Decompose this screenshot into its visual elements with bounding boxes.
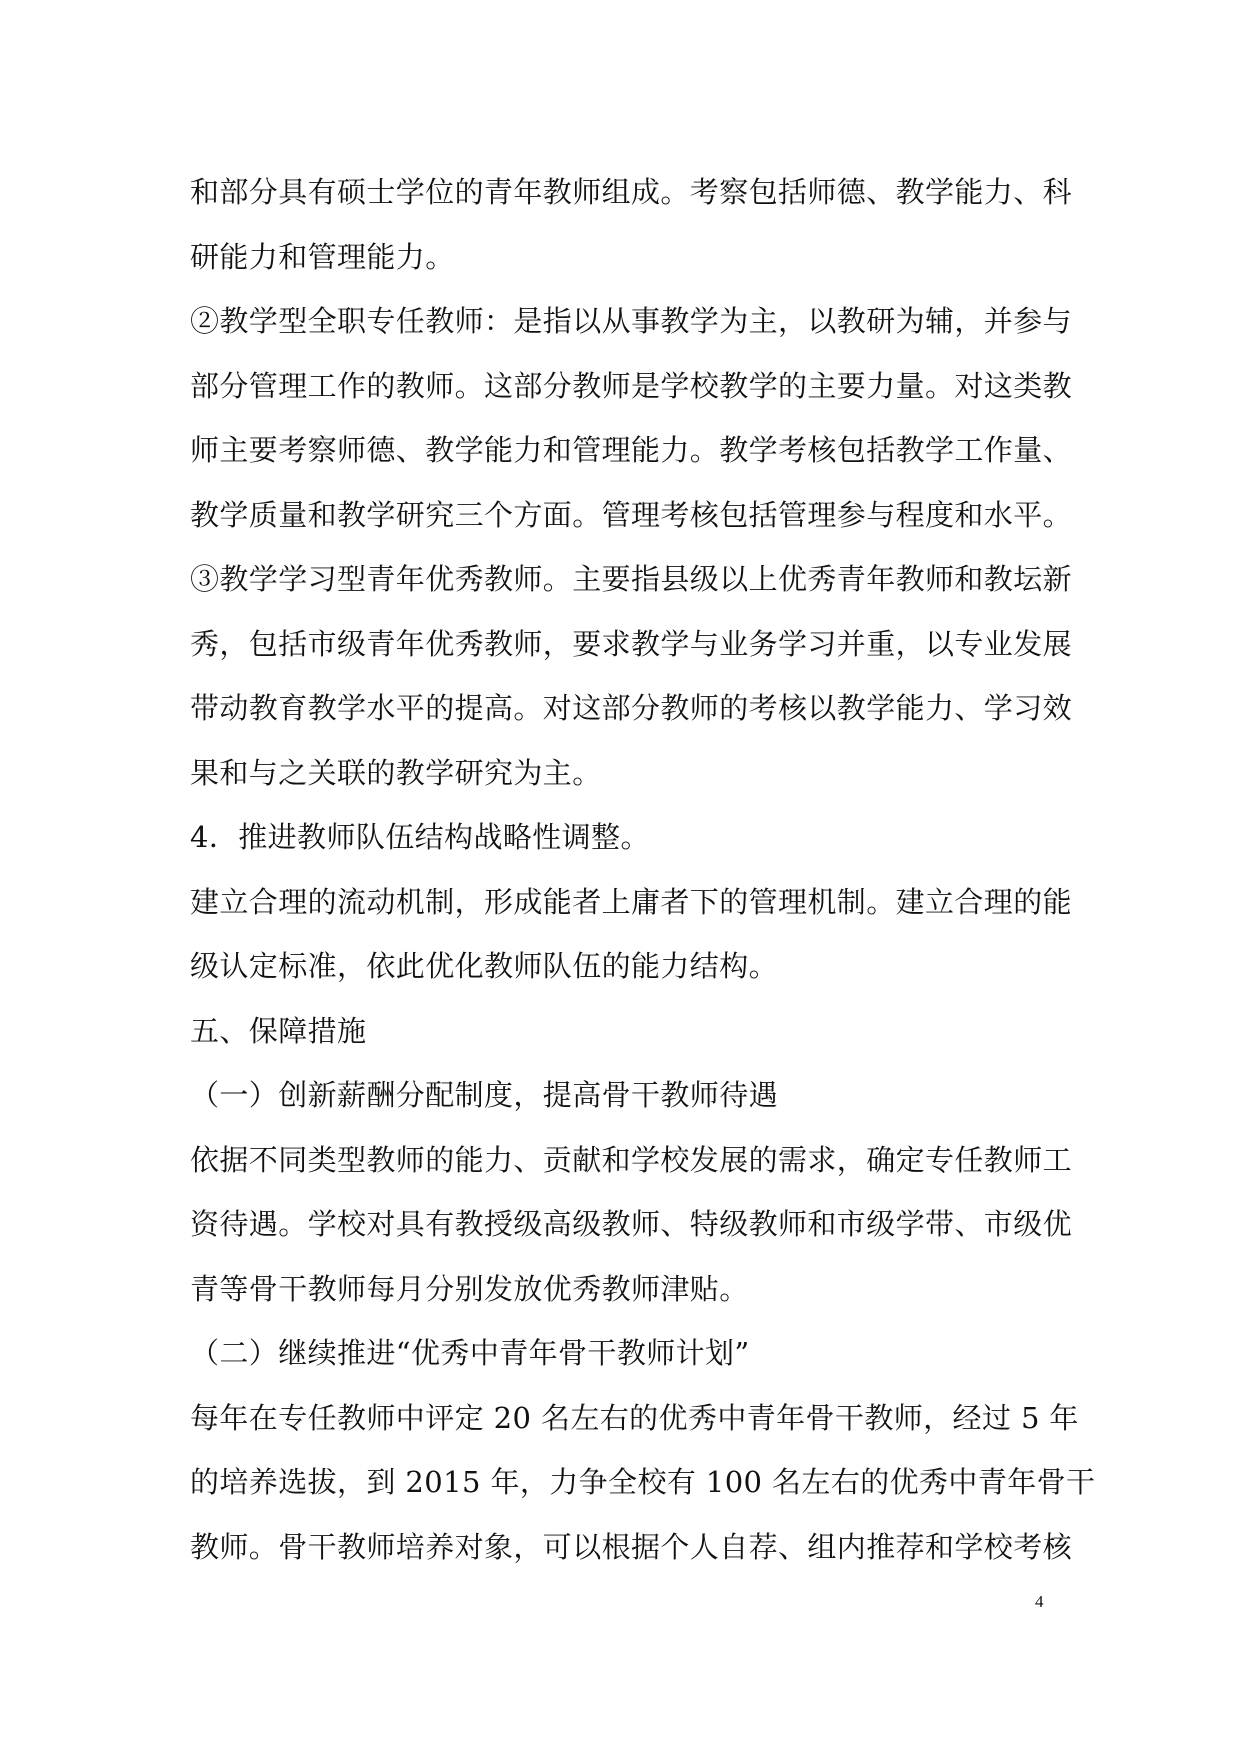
subsection-heading: （二）继续推进“优秀中青年骨干教师计划” (190, 1336, 750, 1370)
text-line: 研能力和管理能力。 (190, 239, 455, 274)
page-number: 4 (1035, 1592, 1044, 1611)
text-line: 级认定标准，依此优化教师队伍的能力结构。 (190, 949, 779, 983)
text-line: 资待遇。学校对具有教授级高级教师、特级教师和市级学带、市级优 (190, 1207, 1073, 1241)
text-line: ②教学型全职专任教师：是指以从事教学为主，以教研为辅，并参与 (190, 304, 1073, 338)
text-line: 师主要考察师德、教学能力和管理能力。教学考核包括教学工作量、 (190, 433, 1073, 467)
text-line: 和部分具有硕士学位的青年教师组成。考察包括师德、教学能力、科 (190, 175, 1073, 209)
text-line: ③教学学习型青年优秀教师。主要指县级以上优秀青年教师和教坛新 (190, 562, 1073, 596)
text-line: 的培养选拔，到 2015 年，力争全校有 100 名左右的优秀中青年骨干 (190, 1465, 1096, 1499)
text-line: 秀，包括市级青年优秀教师，要求教学与业务学习并重，以专业发展 (190, 626, 1073, 661)
text-line: 青等骨干教师每月分别发放优秀教师津贴。 (190, 1271, 749, 1306)
text-line: 教学质量和教学研究三个方面。管理考核包括管理参与程度和水平。 (190, 497, 1073, 532)
text-line: 每年在专任教师中评定 20 名左右的优秀中青年骨干教师，经过 5 年 (190, 1400, 1079, 1435)
body-text (190, 160, 1096, 1579)
text-line: 依据不同类型教师的能力、贡献和学校发展的需求，确定专任教师工 (190, 1142, 1073, 1177)
section-heading: 4．推进教师队伍结构战略性调整。 (190, 820, 650, 854)
text-line: 果和与之关联的教学研究为主。 (190, 755, 602, 790)
section-heading: 五、保障措施 (190, 1013, 367, 1048)
text-line: 教师。骨干教师培养对象，可以根据个人自荐、组内推荐和学校考核 (190, 1529, 1073, 1564)
text-line: 带动教育教学水平的提高。对这部分教师的考核以教学能力、学习效 (190, 691, 1073, 725)
subsection-heading: （一）创新薪酬分配制度，提高骨干教师待遇 (190, 1078, 779, 1112)
text-line: 建立合理的流动机制，形成能者上庸者下的管理机制。建立合理的能 (190, 884, 1073, 919)
text-line: 部分管理工作的教师。这部分教师是学校教学的主要力量。对这类教 (190, 368, 1073, 403)
